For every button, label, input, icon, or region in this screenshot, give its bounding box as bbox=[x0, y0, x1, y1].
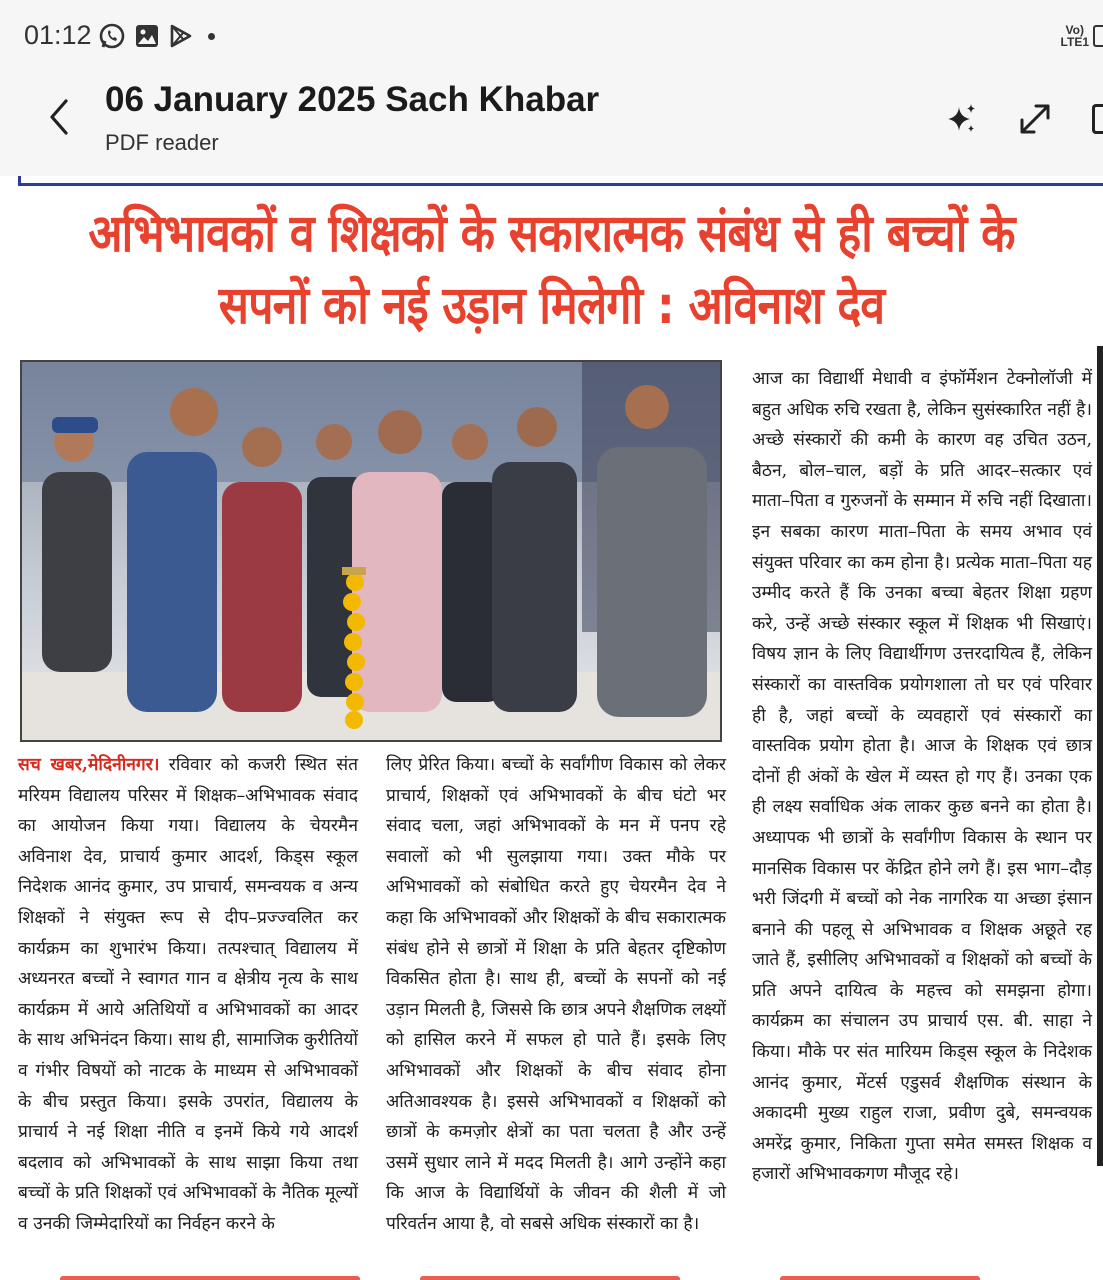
app-bar bbox=[0, 74, 1103, 176]
more-options-button[interactable] bbox=[1092, 104, 1103, 134]
pdf-page[interactable] bbox=[0, 176, 1103, 1280]
app-subtitle: PDF reader bbox=[105, 130, 219, 155]
article-dateline: सच खबर,मेदिनीनगर। bbox=[18, 755, 160, 775]
back-button[interactable] bbox=[36, 94, 82, 140]
article-photo bbox=[20, 360, 722, 742]
system-status bbox=[1061, 24, 1103, 48]
chevron-left-icon bbox=[44, 97, 74, 137]
battery-icon bbox=[1093, 25, 1103, 47]
column-2-text: लिए प्रेरित किया। बच्चों के सर्वांगीण विकास को लेकर प्राचार्य, शिक्षकों एवं अभिभावकों के बीच घंटो भर संवाद चला, जहां अभिभावकों के मन में पनप रहे सवालों को भी सुलझाया गया। उक्त मौके पर अभिभावकों को संबोधित करते हुए चेयरमैन देव ने कहा कि अभिभावकों और शिक्षकों के बीच सकारात्मक संबंध होने से छात्रों में शिक्षा के प्रति बेहतर दृष्टिकोण विकसित होता है। साथ ही, बच्चों के सपनों को नई उड़ान मिलती है, जिससे कि छात्र अपने शैक्षणिक लक्ष्यों को हासिल करने में सफल हो पाते हैं। इसके लिए अभिभावकों और शिक्षकों के बीच संवाद होना अतिआवश्यक है। इससे अभिभावकों व शिक्षकों को छात्रों के कमज़ोर क्षेत्रों का पता चलता है और उन्हें उसमें सुधार लाने में मदद मिलती है। आगे उन्होंने कहा कि आज के विद्यार्थियों के जीवन की शैली में जो परिवर्तन आया है, वो सबसे अधिक संस्कारों का है। bbox=[386, 755, 726, 1234]
whatsapp-icon bbox=[98, 22, 126, 50]
page-border-rule bbox=[18, 176, 1103, 186]
page-edge bbox=[1097, 346, 1103, 1166]
expand-icon bbox=[1018, 102, 1052, 136]
sparkle-icon bbox=[943, 101, 979, 137]
article-headline: अभिभावकों व शिक्षकों के सकारात्मक संबंध से ही बच्चों के सपनों को नई उड़ान मिलेगी : अविनाश देव bbox=[88, 204, 1015, 336]
notification-icons bbox=[98, 22, 215, 50]
network-indicator: Vo) LTE1 bbox=[1060, 23, 1089, 49]
fullscreen-button[interactable] bbox=[1014, 98, 1056, 140]
article-column-1 bbox=[18, 750, 358, 1240]
column-1-text: रविवार को कजरी स्थित संत मरियम विद्यालय परिसर में शिक्षक–अभिभावक संवाद का आयोजन किया गया। विद्यालय के चेयरमैन अविनाश देव, प्राचार्य कुमार आदर्श, किड्स स्कूल निदेशक आनंद कुमार, उप प्राचार्य, समन्वयक व अन्य शिक्षकों ने संयुक्त रूप से दीप–प्रज्ज्वलित कर कार्यक्रम का शुभारंभ किया। तत्पश्चात् विद्यालय में अध्यनरत बच्चों ने स्वागत गान व क्षेत्रीय नृत्य के साथ कार्यक्रम में आये अतिथियों व अभिभावकों का आदर के साथ अभिनंदन किया। साथ ही, सामाजिक कुरीतियों व गंभीर विषयों को नाटक के माध्यम से अभिभावकों के बीच प्रस्तुत किया। इसके उपरांत, विद्यालय के प्राचार्य ने नई शिक्षा नीति व इनमें किये गये आदर्श बदलाव को अभिभावकों के साथ साझा किया तथा बच्चों के प्रति शिक्षकों एवं अभिभावकों के नैतिक मूल्यों व उनकी जिम्मेदारियों का निर्वहन करने के bbox=[18, 755, 358, 1234]
play-store-icon bbox=[168, 23, 194, 49]
status-bar bbox=[0, 0, 1103, 74]
article-column-3 bbox=[752, 364, 1092, 1190]
next-headline-cutoff bbox=[0, 1272, 1103, 1280]
ai-assistant-button[interactable] bbox=[940, 98, 982, 140]
article-column-2 bbox=[386, 750, 726, 1240]
gallery-icon bbox=[134, 23, 160, 49]
column-3-text: आज का विद्यार्थी मेधावी व इंफॉर्मेशन टेक्नोलॉजी में बहुत अधिक रुचि रखता है, लेकिन सुसंस्कारित नहीं है। अच्छे संस्कारों की कमी के कारण वह उचित उठन, बैठन, बोल–चाल, बड़ों के प्रति आदर–सत्कार एवं माता–पिता व गुरुजनों के सम्मान में रुचि नहीं दिखाता। इन सबका कारण माता–पिता के समय अभाव एवं संयुक्त परिवार का कम होना है। प्रत्येक माता–पिता यह उम्मीद करते हैं कि उनका बच्चा बेहतर शिक्षा ग्रहण करे, उन्हें अच्छे संस्कार स्कूल में शिक्षक भी सिखाएं। विषय ज्ञान के लिए विद्यार्थीगण उत्तरदायित्व हैं, लेकिन संस्कारों का वास्तविक प्रयोगशाला तो घर एवं परिवार ही है, जहां बच्चों के व्यवहारों एवं संस्कारों का वास्तविक प्रयोग होता है। आज के शिक्षक एवं छात्र दोनों ही अंकों के खेल में व्यस्त हो गए हैं। उनका एक ही लक्ष्य सर्वाधिक अंक लाकर कुछ बनने का होता है। अध्यापक भी छात्रों के सर्वांगीण विकास के स्थान पर मानसिक विकास पर केंद्रित होने लगे हैं। इस भाग–दौड़ भरी जिंदगी में बच्चों को नेक नागरिक या अच्छा इंसान बनाने की पहलू से अभिभावक व शिक्षक अछूते रह जाते हैं, इसीलिए अभिभावकों व शिक्षकों को बच्चों के प्रति अपने दायित्व के महत्त्व को समझना होगा। कार्यक्रम का संचालन उप प्राचार्य एस. बी. साहा ने किया। मौके पर संत मारियम किड्स स्कूल के निदेशक आनंद कुमार, मेंटर्स एडुसर्व शैक्षणिक संस्थान के अकादमी मुख्य राहुल राजा, प्रवीण दुबे, समन्वयक अमरेंद्र कुमार, निकिता गुप्ता समेत समस्त शिक्षक व हजारों अभिभावकगण मौजूद रहे। bbox=[752, 369, 1092, 1185]
status-time: 01:12 bbox=[24, 20, 92, 50]
document-title: 06 January 2025 Sach Khabar bbox=[105, 80, 600, 119]
more-notifications-dot bbox=[208, 33, 215, 40]
